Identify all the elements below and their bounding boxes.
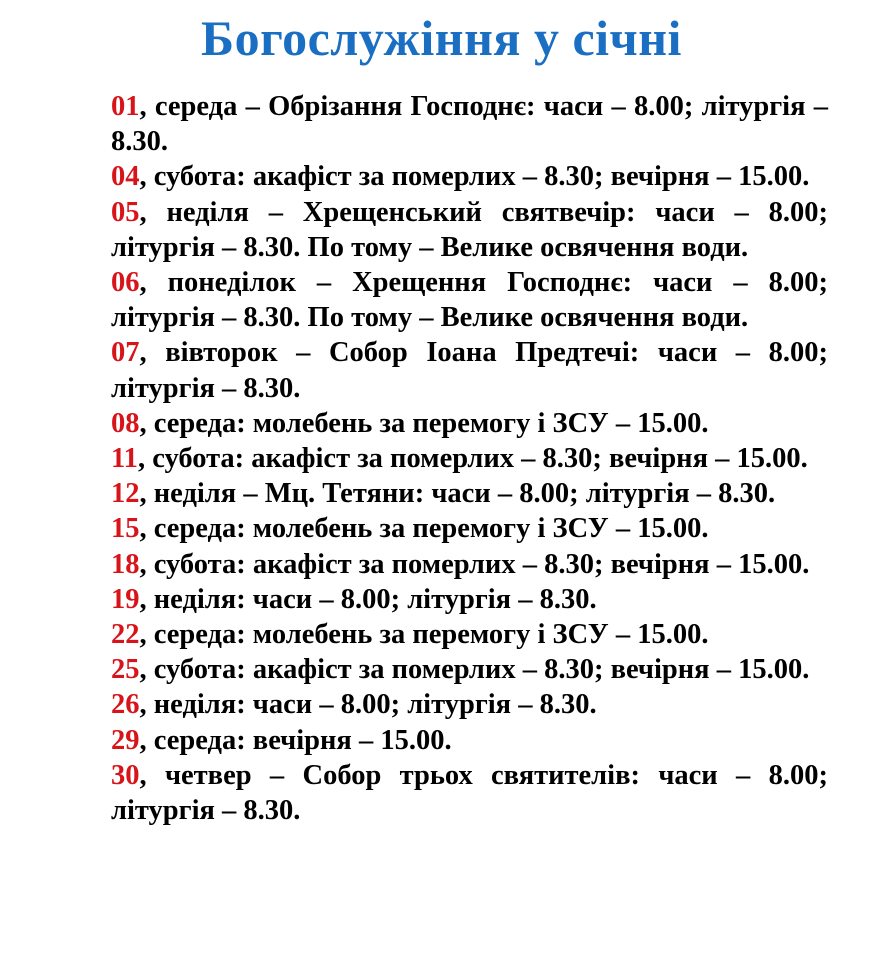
- schedule-entry: [111, 89, 828, 159]
- schedule-entry: [111, 441, 828, 476]
- schedule-entry: [111, 723, 828, 758]
- schedule-entry: [111, 406, 828, 441]
- schedule-entry: [111, 195, 828, 265]
- entry-day: 29: [111, 724, 140, 756]
- entry-day: 01: [111, 91, 140, 122]
- entry-day: 26: [111, 689, 140, 721]
- entry-text: , неділя: часи – 8.00; літургія – 8.30.: [139, 689, 597, 721]
- entry-text: , неділя: часи – 8.00; літургія – 8.30.: [139, 583, 597, 615]
- entry-day: 11: [111, 443, 138, 475]
- schedule-entry: [111, 265, 828, 335]
- entry-day: 06: [111, 267, 140, 299]
- entry-text: , понеділок – Хрещення Господнє: часи – 8.00; літургія – 8.30. По тому – Велике освячення води.: [111, 267, 828, 334]
- entry-day: 08: [111, 407, 140, 439]
- entry-text: , середа: молебень за перемогу і ЗСУ – 15.00.: [139, 407, 709, 439]
- entry-day: 12: [111, 478, 140, 510]
- entry-text: , середа: вечірня – 15.00.: [139, 724, 452, 756]
- entry-text: , середа – Обрізання Господнє: часи – 8.00; літургія – 8.30.: [111, 91, 828, 158]
- entry-day: 15: [111, 513, 140, 545]
- entry-day: 19: [111, 583, 140, 615]
- entry-day: 04: [111, 161, 140, 193]
- schedule-entry: [111, 687, 828, 722]
- entry-text: , неділя – Хрещенський святвечір: часи – 8.00; літургія – 8.30. По тому – Велике освячення води.: [111, 196, 828, 263]
- entry-text: , субота: акафіст за померлих – 8.30; вечірня – 15.00.: [139, 654, 810, 686]
- schedule-entry: [111, 511, 828, 546]
- entry-day: 05: [111, 196, 140, 228]
- entry-text: , середа: молебень за перемогу і ЗСУ – 15.00.: [139, 619, 709, 651]
- page-title: Богослужіння у січні: [201, 10, 682, 66]
- entry-text: , субота: акафіст за померлих – 8.30; вечірня – 15.00.: [137, 443, 808, 475]
- entry-text: , четвер – Собор трьох святителів: часи – 8.00; літургія – 8.30.: [111, 759, 828, 827]
- entry-day: 25: [111, 654, 140, 686]
- schedule-entry: [111, 652, 828, 687]
- entry-day: 30: [111, 759, 140, 791]
- schedule-entry: [111, 335, 828, 405]
- schedule-entry: [111, 582, 828, 617]
- entry-text: , середа: молебень за перемогу і ЗСУ – 15.00.: [139, 513, 709, 545]
- entry-day: 07: [111, 337, 140, 369]
- schedule-entry: [111, 617, 828, 652]
- entry-text: , субота: акафіст за померлих – 8.30; вечірня – 15.00.: [139, 161, 810, 193]
- entry-day: 18: [111, 548, 140, 580]
- entry-day: 22: [111, 619, 140, 651]
- entry-text: , неділя – Мц. Тетяни: часи – 8.00; літургія – 8.30.: [139, 478, 776, 510]
- entry-text: , вівторок – Собор Іоана Предтечі: часи – 8.00; літургія – 8.30.: [111, 337, 828, 404]
- entry-text: , субота: акафіст за померлих – 8.30; вечірня – 15.00.: [139, 548, 810, 580]
- schedule-entry: [111, 547, 828, 582]
- schedule-list: [111, 89, 828, 828]
- schedule-entry: [111, 476, 828, 511]
- schedule-entry: [111, 159, 828, 194]
- schedule-entry: [111, 758, 828, 828]
